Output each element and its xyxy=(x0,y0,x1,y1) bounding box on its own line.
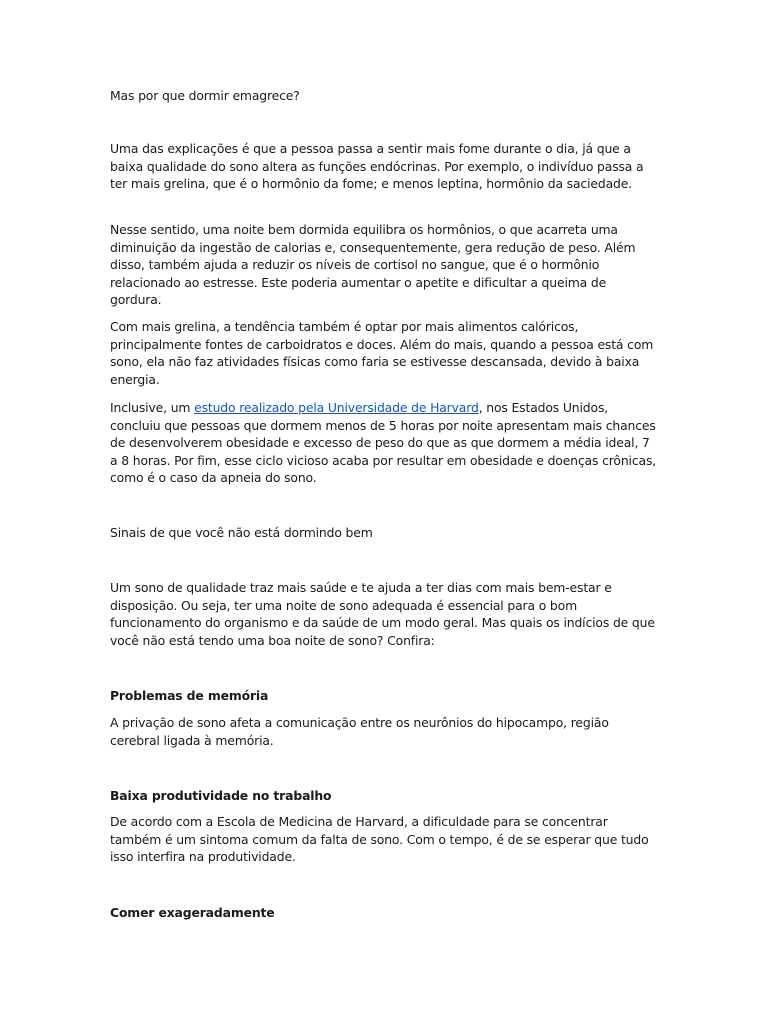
paragraph-harvard-study-intro: Inclusive, um xyxy=(110,400,195,415)
paragraph-hunger-explanation: Uma das explicações é que a pessoa passa a sentir mais fome durante o dia, já que a baixa qualidade do sono altera as funções endócrinas. Por exemplo, o indivíduo passa a ter mais grelina, que é o hormônio da fome; e menos leptina, hormônio da saciedade. xyxy=(110,141,644,192)
productivity-text: De acordo com a Escola de Medicina de Harvard, a dificuldade para se concentrar também é um sintoma comum da falta de sono. Com o tempo, é de se esperar que tudo isso interfira na produtividade. xyxy=(110,814,649,865)
productivity-heading: Baixa produtividade no trabalho xyxy=(110,788,332,803)
paragraph-harvard-study xyxy=(110,399,658,487)
signs-heading: Sinais de que você não está dormindo bem xyxy=(110,525,373,540)
paragraph-hormone-balance: Nesse sentido, uma noite bem dormida equilibra os hormônios, o que acarreta uma diminuição da ingestão de calorias e, consequentemente, gera redução de peso. Além disso, também ajuda a reduzir os níveis de cortisol no sangue, que é o hormônio relacionado ao estresse. Este poderia aumentar o apetite e dificultar a queima de gordura. xyxy=(110,222,636,308)
paragraph-sleep-quality: Um sono de qualidade traz mais saúde e te ajuda a ter dias com mais bem-estar e disposição. Ou seja, ter uma noite de sono adequada é essencial para o bom funcionamento do organismo e da saúde de um modo geral. Mas quais os indícios de que você não está tendo uma boa noite de sono? Confira: xyxy=(110,580,655,648)
memory-heading: Problemas de memória xyxy=(110,688,269,703)
harvard-study-link[interactable]: estudo realizado pela Universidade de Harvard xyxy=(194,400,479,415)
paragraph-harvard-study-rest: , nos Estados Unidos, concluiu que pessoas que dormem menos de 5 horas por noite apresentam mais chances de desenvolverem obesidade e excesso de peso do que as que dormem a média ideal, 7 a 8 horas. Por fim, esse ciclo vicioso acaba por resultar em obesidade e doenças crônicas, como é o caso da apneia do sono. xyxy=(110,400,657,486)
paragraph-grelina-calories: Com mais grelina, a tendência também é optar por mais alimentos calóricos, principalmente fontes de carboidratos e doces. Além do mais, quando a pessoa está com sono, ela não faz atividades físicas como faria se estivesse descansada, devido à baixa energia. xyxy=(110,319,654,387)
question-heading: Mas por que dormir emagrece? xyxy=(110,88,300,103)
memory-text: A privação de sono afeta a comunicação entre os neurônios do hipocampo, região cerebral ligada à memória. xyxy=(110,715,609,748)
eating-heading: Comer exageradamente xyxy=(110,905,275,920)
